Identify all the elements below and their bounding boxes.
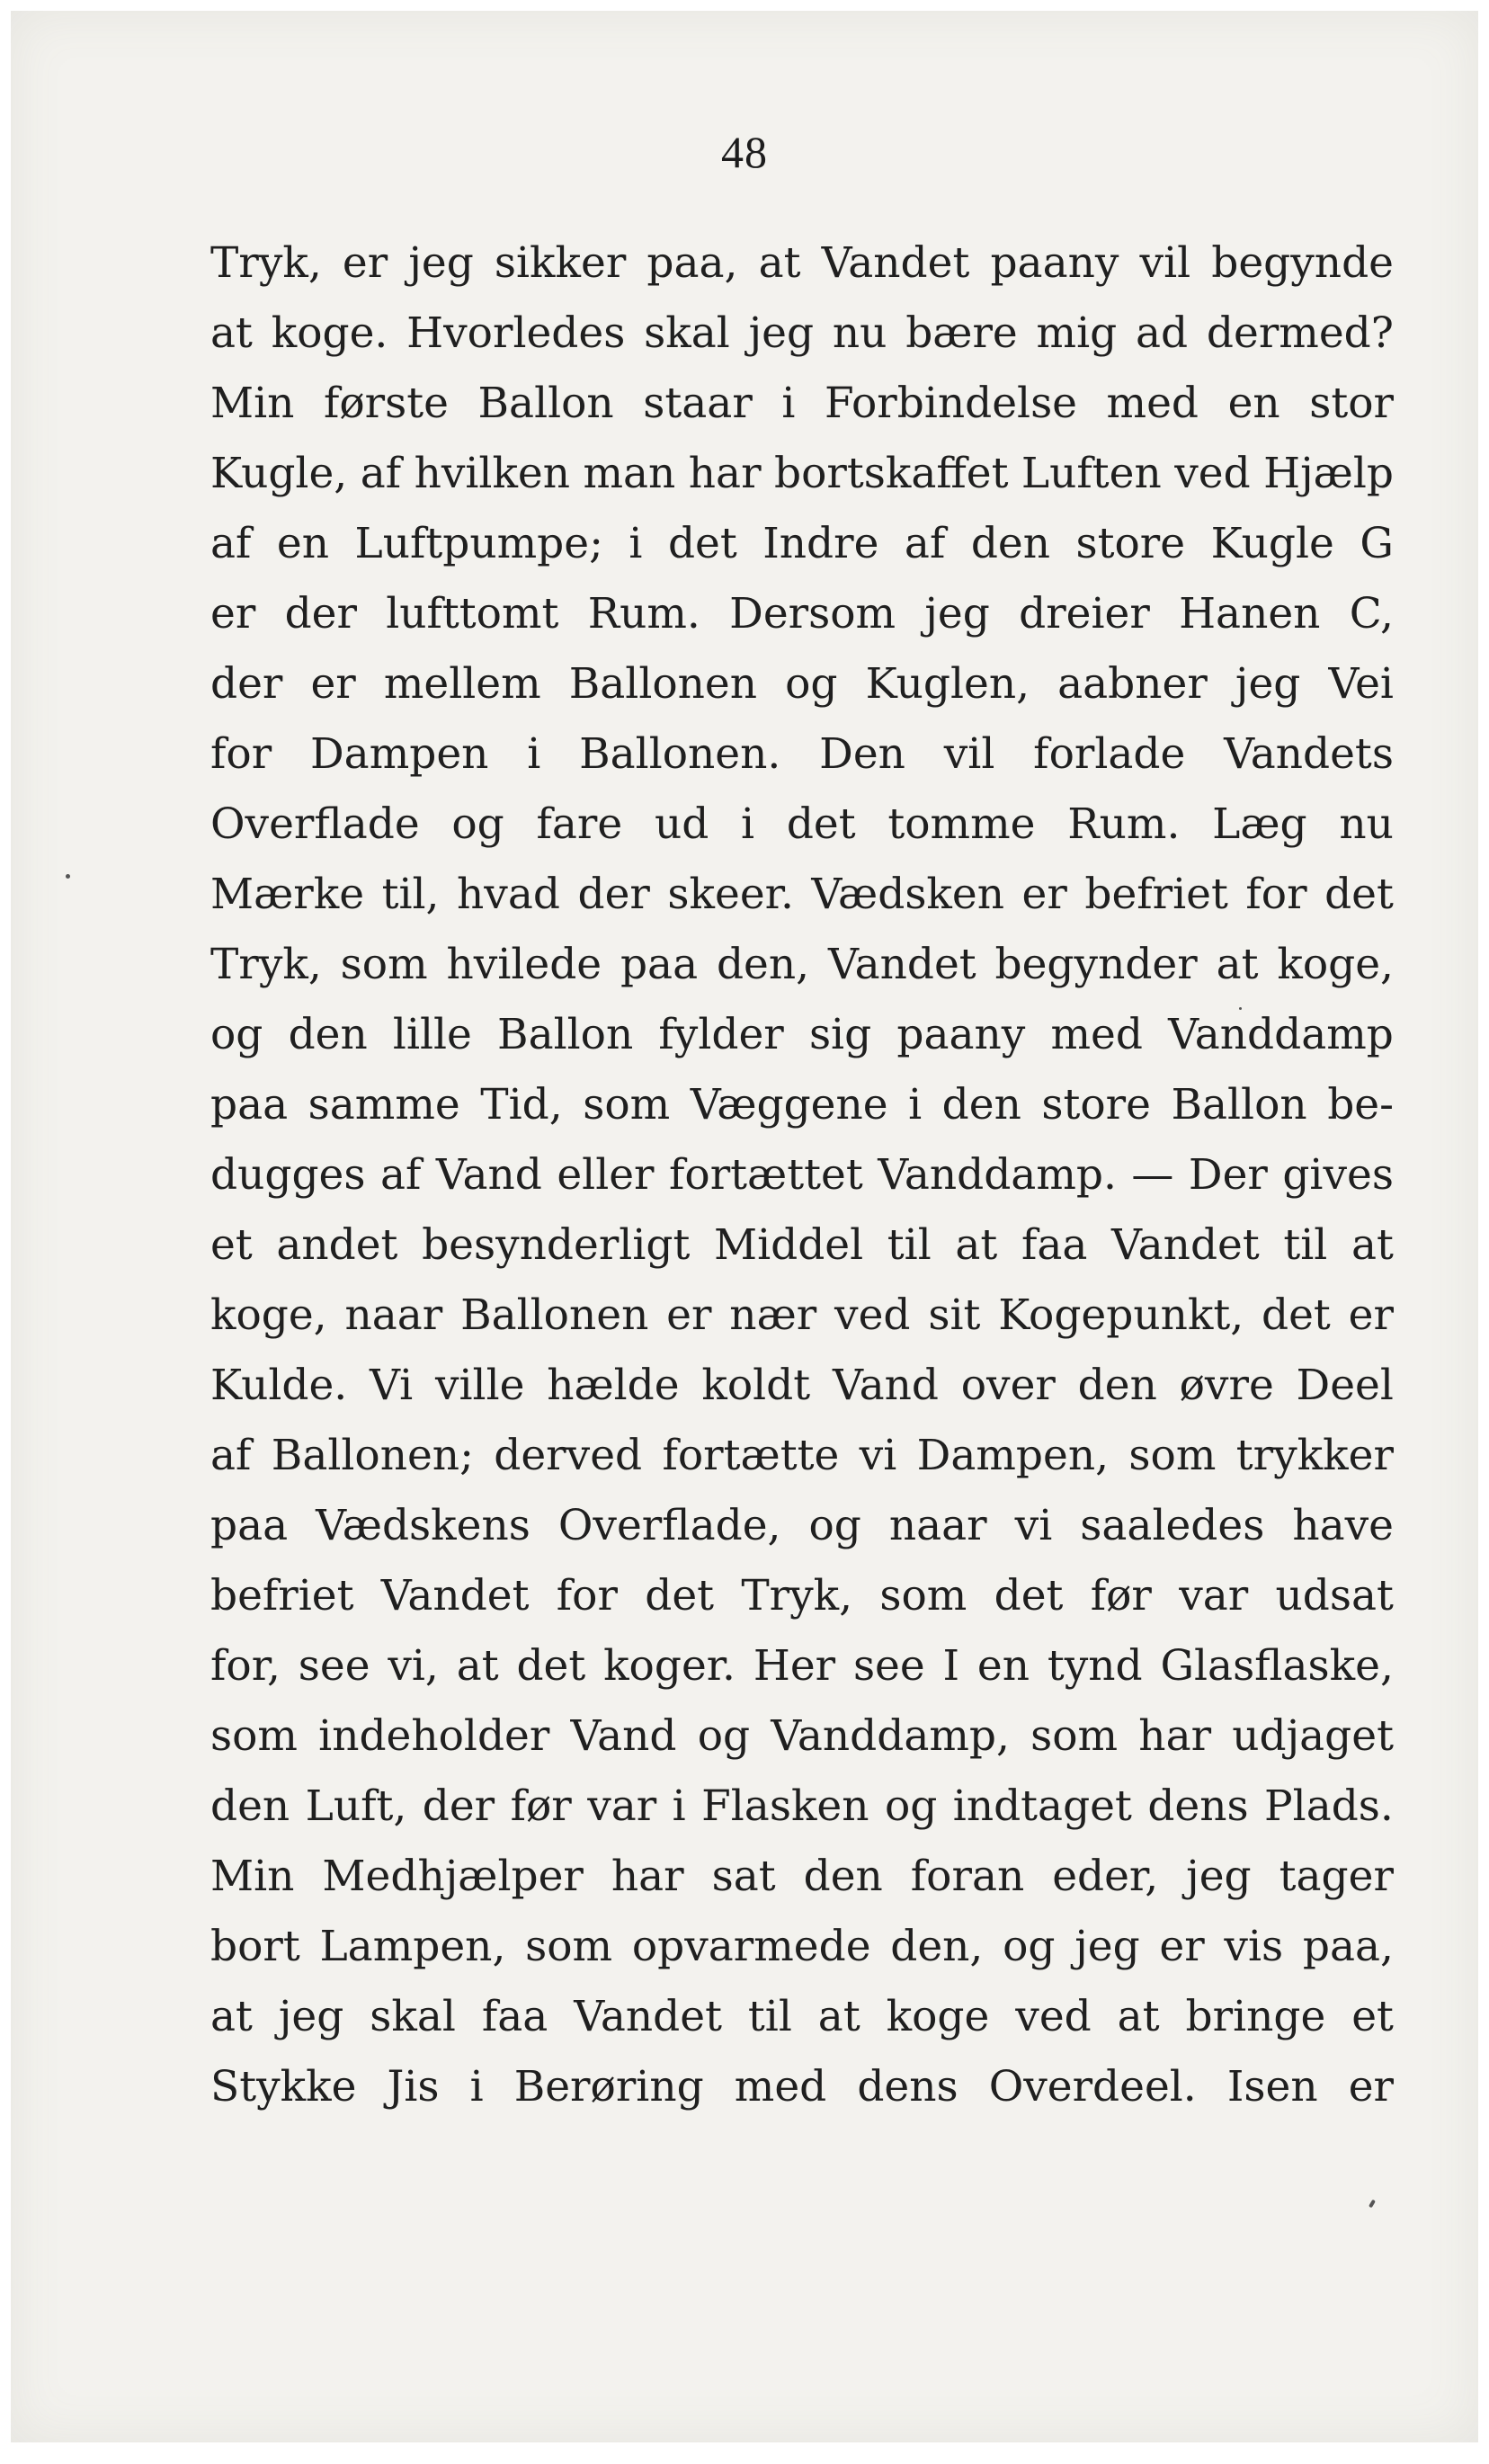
text-line: koge, naar Ballonen er nær ved sit Kogepunkt, det er <box>210 1290 1394 1340</box>
page-number: 48 <box>721 127 768 177</box>
text-line: paa Vædskens Overflade, og naar vi saaledes have <box>210 1501 1394 1550</box>
text-line: Min første Ballon staar i Forbindelse med en stor <box>210 379 1394 428</box>
body-text <box>210 228 1394 2122</box>
text-line: af Ballonen; derved fortætte vi Dampen, som trykker <box>210 1431 1394 1480</box>
text-line: og den lille Ballon fylder sig paany med Vanddamp <box>210 1010 1394 1059</box>
text-line: Kugle, af hvilken man har bortskaffet Luften ved Hjælp <box>210 449 1394 498</box>
book-page <box>11 11 1478 2442</box>
text-line: Stykke Jis i Berøring med dens Overdeel. Isen er <box>210 2062 1394 2111</box>
text-line: Tryk, er jeg sikker paa, at Vandet paany vil begynde <box>210 238 1394 288</box>
text-line: at jeg skal faa Vandet til at koge ved at bringe et <box>210 1992 1394 2041</box>
text-line: befriet Vandet for det Tryk, som det før var udsat <box>210 1571 1394 1620</box>
text-line: der er mellem Ballonen og Kuglen, aabner jeg Vei <box>210 659 1394 709</box>
text-line: som indeholder Vand og Vanddamp, som har udjaget <box>210 1711 1394 1761</box>
text-line: er der lufttomt Rum. Dersom jeg dreier Hanen C, <box>210 589 1394 638</box>
text-line: dugges af Vand eller fortættet Vanddamp. — Der gives <box>210 1150 1394 1200</box>
text-line: Tryk, som hvilede paa den, Vandet begynder at koge, <box>210 940 1394 989</box>
text-line: Min Medhjælper har sat den foran eder, jeg tager <box>210 1852 1394 1901</box>
text-line: for Dampen i Ballonen. Den vil forlade Vandets <box>210 729 1394 779</box>
text-line: den Luft, der før var i Flasken og indtaget dens Plads. <box>210 1781 1394 1831</box>
text-line: af en Luftpumpe; i det Indre af den store Kugle G <box>210 519 1394 568</box>
text-line: Overflade og fare ud i det tomme Rum. Læg nu <box>210 799 1394 849</box>
text-line: et andet besynderligt Middel til at faa Vandet til at <box>210 1220 1394 1270</box>
text-line: at koge. Hvorledes skal jeg nu bære mig ad dermed? <box>210 308 1394 358</box>
text-line: Mærke til, hvad der skeer. Vædsken er befriet for det <box>210 870 1394 919</box>
text-line: bort Lampen, som opvarmede den, og jeg er vis paa, <box>210 1922 1394 1971</box>
text-line: paa samme Tid, som Væggene i den store Ballon be- <box>210 1080 1394 1129</box>
text-line: for, see vi, at det koger. Her see I en tynd Glasflaske, <box>210 1641 1394 1691</box>
text-line: Kulde. Vi ville hælde koldt Vand over den øvre Deel <box>210 1361 1394 1410</box>
